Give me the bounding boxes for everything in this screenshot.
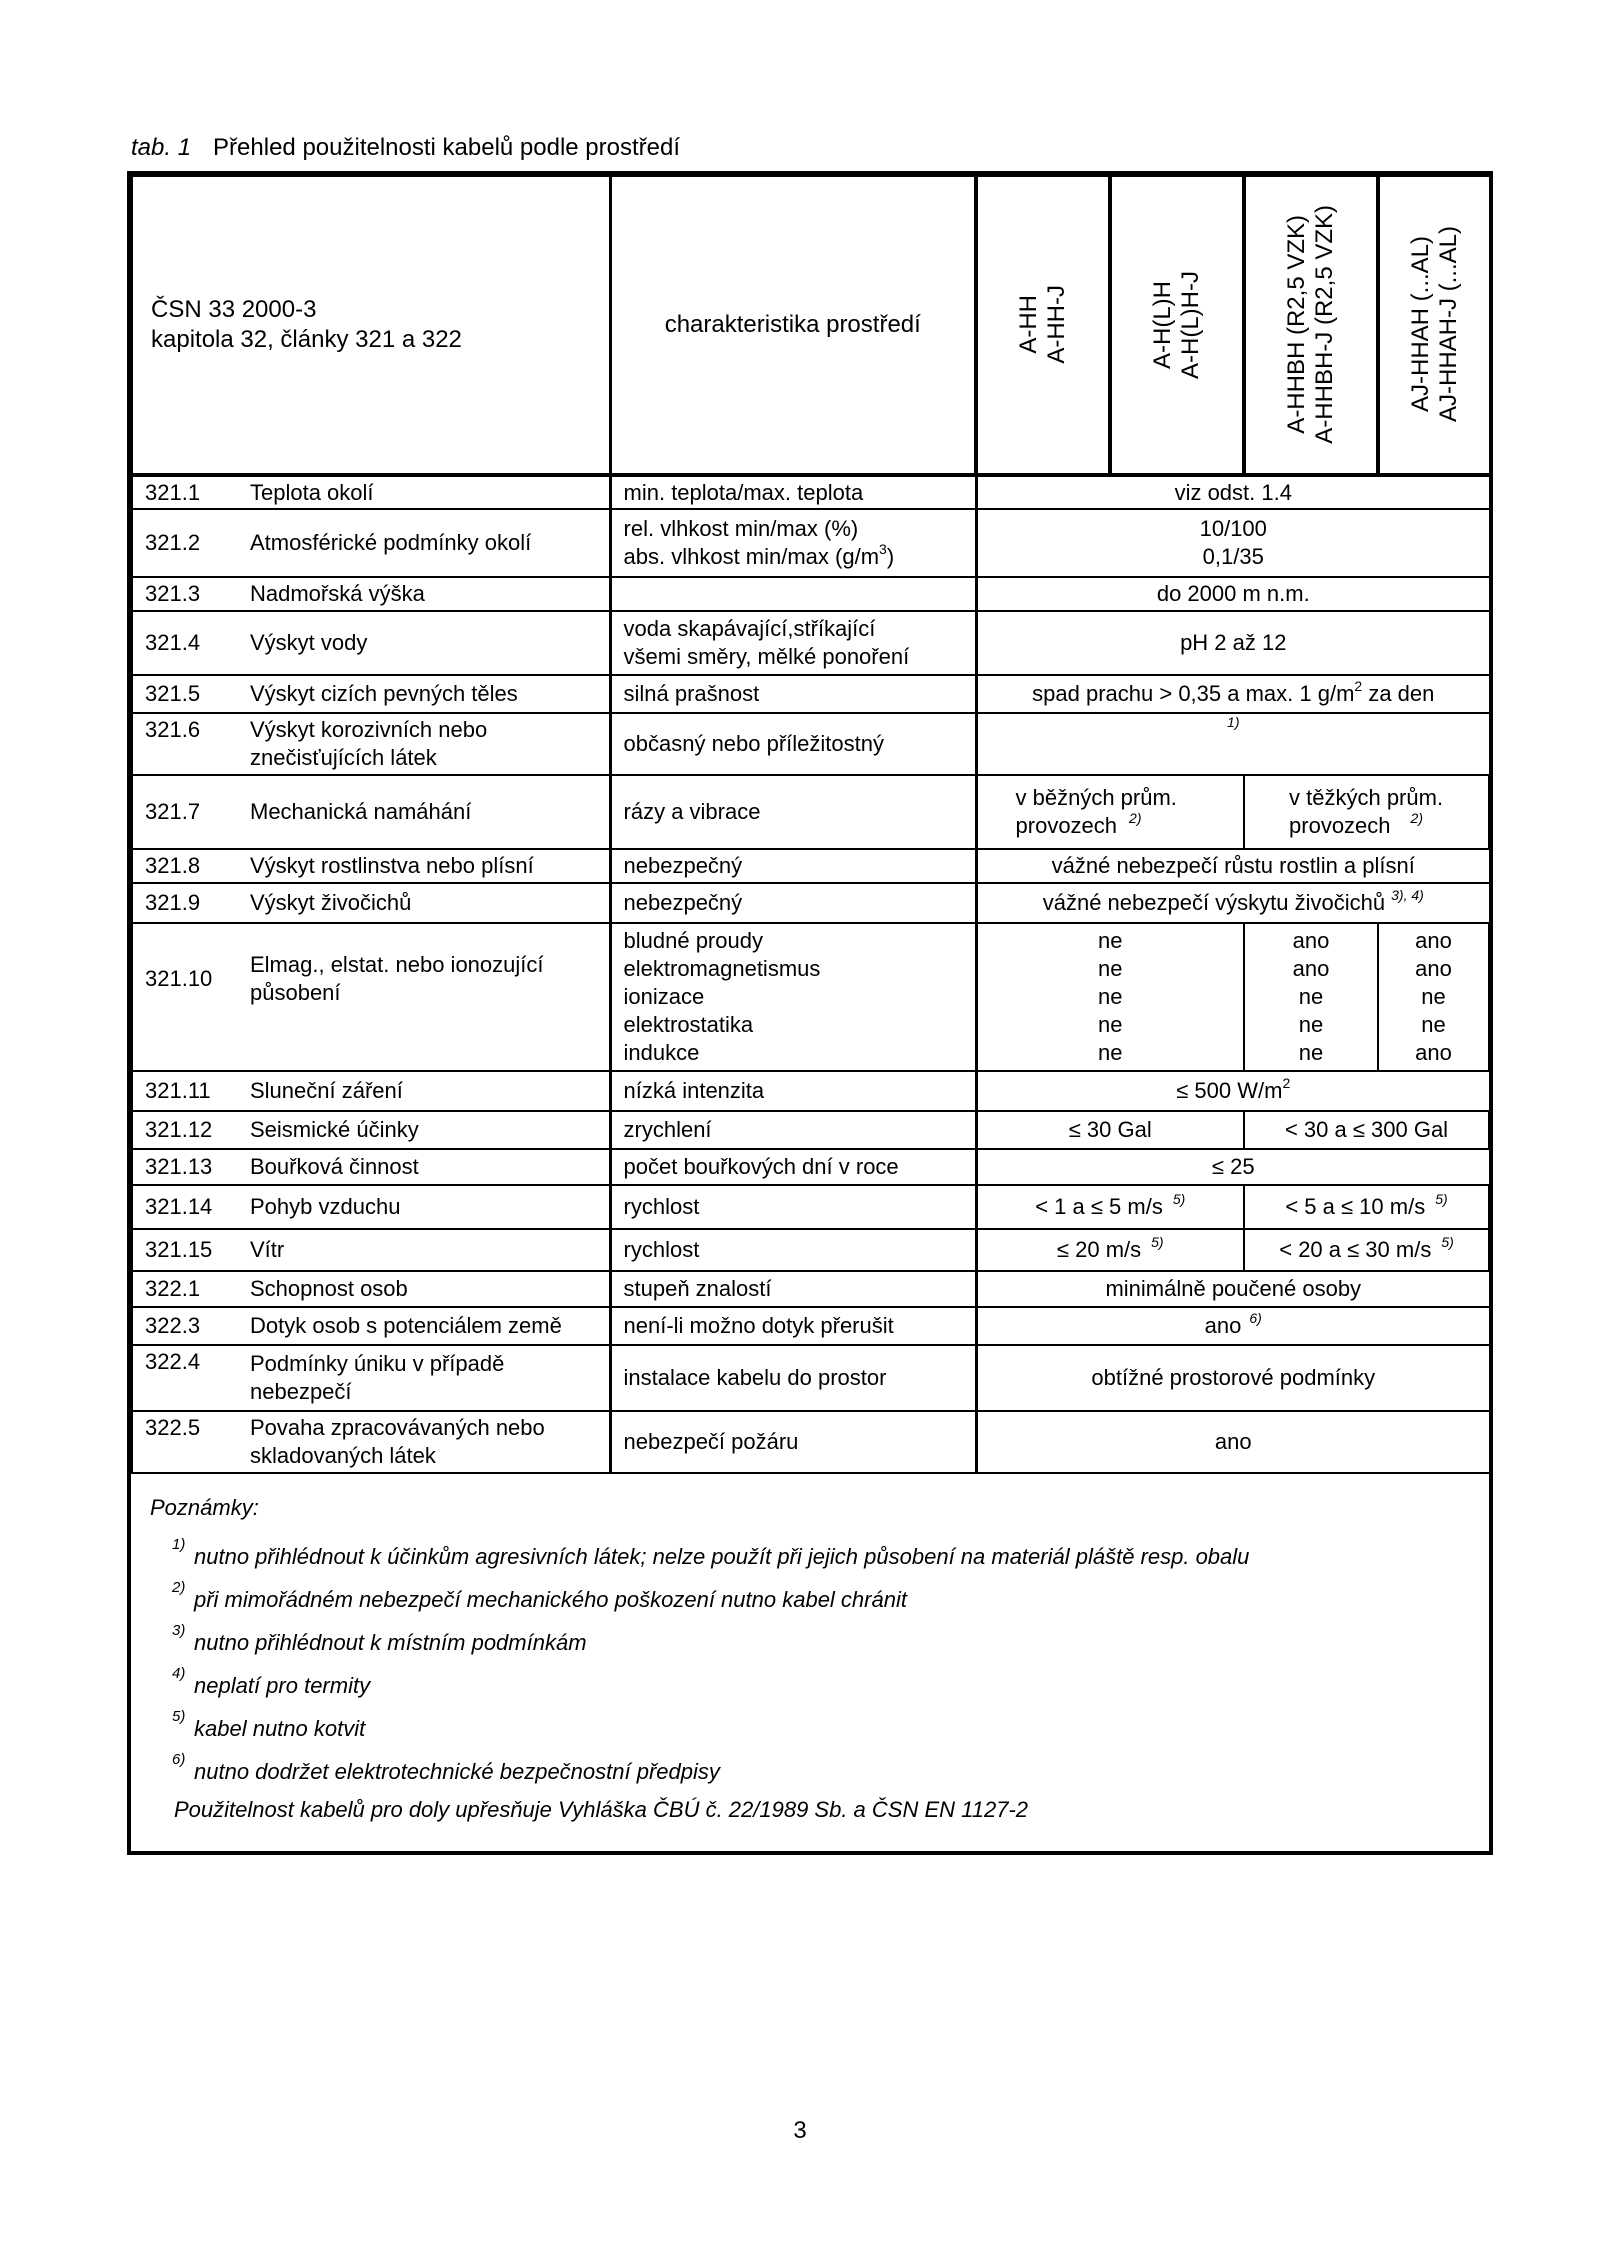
note-item: 3) nutno přihlédnout k místním podmínkám bbox=[172, 1622, 587, 1655]
note-item: 1) nutno přihlédnout k účinkům agresivních látek; nelze použít při jejich působení na materiál pláště resp. obalu bbox=[172, 1536, 1250, 1569]
table-row: 322.4 Podmínky úniku v případě nebezpečí instalace kabelu do prostor obtížné prostorové podmínky bbox=[132, 1345, 1490, 1411]
note-item: 5) kabel nutno kotvit bbox=[172, 1708, 366, 1741]
page-number: 3 bbox=[793, 2117, 807, 2144]
note-item: 6) nutno dodržet elektrotechnické bezpečnostní předpisy bbox=[172, 1751, 720, 1784]
table-row: 321.8 Výskyt rostlinstva nebo plísní nebezpečný vážné nebezpečí růstu rostlin a plísní bbox=[132, 849, 1490, 883]
header-cable-1: A-HH A-HH-J bbox=[976, 176, 1110, 475]
notes-footer: Použitelnost kabelů pro doly upřesňuje Vyhláška ČBÚ č. 22/1989 Sb. a ČSN EN 1127-2 bbox=[174, 1797, 1029, 1822]
table-row: 321.2 Atmosférické podmínky okolí rel. vlhkost min/max (%) abs. vlhkost min/max $(g/m^3)$ 10/100 0,1/35 bbox=[132, 509, 1490, 577]
table-row: 321.15 Vítr rychlost ≤ 20 m/s $^{5)}$ < 20 a ≤ 30 m/s $^{5)}$ bbox=[132, 1229, 1490, 1271]
table-row: 321.12 Seismické účinky zrychlení ≤ 30 Gal < 30 a ≤ 300 Gal bbox=[132, 1111, 1490, 1149]
header-standard: ČSN 33 2000-3 kapitola 32, články 321 a 322 bbox=[132, 176, 610, 475]
table-row: 321.6 Výskyt korozivních nebo znečisťujících látek občasný nebo příležitostný $^{1)}$ bbox=[132, 713, 1490, 775]
table-row: 321.14 Pohyb vzduchu rychlost < 1 a ≤ 5 m/s $^{5)}$ < 5 a ≤ 10 m/s $^{5)}$ bbox=[132, 1185, 1490, 1229]
table-caption bbox=[131, 134, 680, 162]
table-row: 321.11 Sluneční záření nízká intenzita ≤ 500 $W/m^2$ bbox=[132, 1071, 1490, 1111]
table-row: 321.10 Elmag., elstat. nebo ionozující působení bludné proudy elektromagnetismus ionizace elektrostatika indukce ne ne ne ne ne ano ano ne ne ne ano ano ne ne ano bbox=[132, 923, 1490, 1071]
table-row: 322.5 Povaha zpracovávaných nebo skladovaných látek nebezpečí požáru ano bbox=[132, 1411, 1490, 1473]
table-header-row bbox=[132, 176, 1490, 475]
header-characteristic: charakteristika prostředí bbox=[610, 176, 976, 475]
table-row: 321.4 Výskyt vody voda skapávající,stříkající všemi směry, mělké ponoření pH 2 až 12 bbox=[132, 611, 1490, 675]
header-cable-2: A-H(L)H A-H(L)H-J bbox=[1110, 176, 1244, 475]
notes-title: Poznámky: bbox=[150, 1495, 259, 1520]
cable-usability-table bbox=[131, 175, 1492, 1474]
note-item: 4) neplatí pro termity bbox=[172, 1665, 371, 1698]
header-cable-4: AJ-HHAH (...AL) AJ-HHAH-J (...AL) bbox=[1378, 176, 1490, 475]
table-row: 321.13 Bouřková činnost počet bouřkových dní v roce ≤ 25 bbox=[132, 1149, 1490, 1185]
table-label: tab. 1 bbox=[131, 134, 192, 161]
table-row: 321.7 Mechanická namáhání rázy a vibrace v běžných prům. provozech $^{2)}$ v těžkých prům. provozech $^{2)}$ bbox=[132, 775, 1490, 849]
header-cable-3: A-HHBH (R2,5 VZK) A-HHBH-J (R2,5 VZK) bbox=[1244, 176, 1378, 475]
note-item: 2) při mimořádném nebezpečí mechanického poškození nutno kabel chránit bbox=[172, 1579, 907, 1612]
notes-section bbox=[150, 1495, 1450, 1823]
table-title: Přehled použitelnosti kabelů podle prostředí bbox=[213, 134, 681, 161]
table-row: 322.1 Schopnost osob stupeň znalostí minimálně poučené osoby bbox=[132, 1271, 1490, 1307]
table-row: 321.5 Výskyt cizích pevných těles silná prašnost spad prachu > 0,35 a max. 1 $g/m^2$ za den bbox=[132, 675, 1490, 713]
table-row: 321.9 Výskyt živočichů nebezpečný vážné nebezpečí výskytu živočichů $^{3), 4)}$ bbox=[132, 883, 1490, 923]
table-row: 322.3 Dotyk osob s potenciálem země není-li možno dotyk přerušit ano $^{6)}$ bbox=[132, 1307, 1490, 1345]
table-row: 321.3 Nadmořská výška do 2000 m n.m. bbox=[132, 577, 1490, 611]
table-row: 321.1 Teplota okolí min. teplota/max. teplota viz odst. 1.4 bbox=[132, 475, 1490, 509]
